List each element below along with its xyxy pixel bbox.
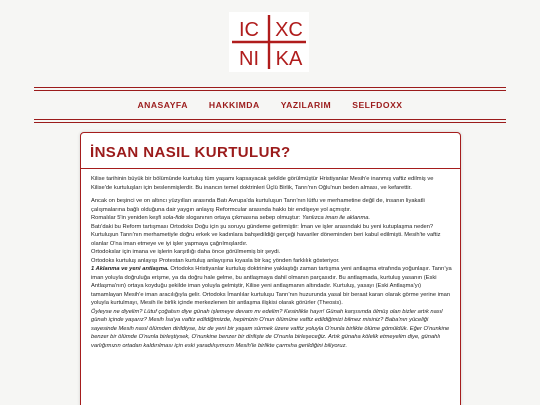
article-body <box>91 175 452 350</box>
logo-tr: XC <box>275 19 303 41</box>
scripture-quote: Öyleyse ne diyelim? Lütuf çoğalsın diye günah işlemeye devam mı edelim? Kesinlikle hayır! Günah karşısında ölmüş olan bizler artık nasıl günah içinde yaşarız? Mesih İsa'ya vaftiz edildiğimizde, hepimizin O'nun ölümüne vaftiz edildiğimizi bilmez misiniz? Baba'nın yüceliği sayesinde Mesih nasıl ölümden dirildiyse, biz de yeni bir yaşam sürmek üzere vaftiz yoluyla O'nunla birlikte ölüme gömüldük. Eğer O'nunkine benzer bir ölümde O'nunla birleştiysek, O'nunkine benzer bir dirilişte de O'nunla birleşeceğiz. Artık günaha kölelik etmeyelim diye, günahlı varlığımızın ortadan kaldırılması için eski yaradılışımızın Mesih'le birlikte çarmıha gerildiğini biliyoruz. <box>91 308 450 349</box>
nav-item-selfdoxx[interactable]: SELFDOXX <box>352 100 403 110</box>
logo-bl: NI <box>239 48 259 70</box>
paragraph-2: Romalılar 5'in yeniden keşfi sola-fide sloganının ortaya çıkmasına sebep olmuştur: Yanlızca iman ile aklanma. <box>91 215 371 221</box>
article-title: İNSAN NASIL KURTULUR? <box>90 144 291 161</box>
header-divider-top-inner <box>34 90 506 91</box>
paragraph-5: Ortodoks kurtuluş anlayışı Protestan kurtuluş anlayışına kıyasla bir kaç yönden farklılık gösteriyor. <box>91 257 340 264</box>
nav-divider-bottom-inner <box>34 122 506 123</box>
paragraph-3: Batı'daki bu Reform tartışması Ortodoks Doğu için şu soruyu gündeme getirmiştir: İman ve işler arasındaki bu yeni kutuplaşma neden? Kurtuluşun Tanrı'nın merhametiyle doğru erkek ve kadınlara bahşedildiği gerçeği havariler döneminden beri kabul edilmişti. Mesih'te vaftiz olanlar O'na iman etmeye ve iyi işler yapmaya çağrılmışlardır. <box>91 223 441 247</box>
section-1 <box>91 265 452 308</box>
site-logo[interactable] <box>229 12 309 72</box>
section-1-heading: 1 Aklanma ve yeni antlaşma. <box>91 266 169 272</box>
logo-tl: IC <box>239 19 259 41</box>
nav-item-hakkimda[interactable]: HAKKIMDA <box>208 100 260 110</box>
main-navigation <box>0 96 540 114</box>
paragraph-1: Ancak on beşinci ve on altıncı yüzyılları arasında Batı Avrupa'da kurtuluşun Tanrı'nın lütfu ve merhametine değil de, insanın liyakatli çalışmalarına bağlı olduğuna dair yaygın anlayış Reformcular arasında hakkı bir endişeye yol açmıştır. <box>91 198 425 213</box>
article-intro: Kilise tarihinin büyük bir bölümünde kurtuluş tüm yaşamı kapsayacak şekilde görülmüştür Hristiyanlar Mesih'e inanmış vaftiz edilmiş ve Kilise'de kurtuluşları için beslenmişlerdir. Bu inancın temel doktrinleri Üçlü Birlik, Tanrı'nın Oğlu'nun beden alması, ve kefarettir. <box>91 176 434 191</box>
nav-item-yazilarim[interactable]: YAZILARIM <box>280 100 332 110</box>
article-card <box>80 132 461 405</box>
logo-br: KA <box>275 48 303 70</box>
nav-item-anasayfa[interactable]: ANASAYFA <box>137 100 188 110</box>
title-divider <box>81 168 460 169</box>
nav-divider-bottom <box>34 119 506 120</box>
section-1-text: Ortodoks Hristiyanlar kurtuluş doktrinine yaklaştığı zaman tartışma yeni antlaşma etrafında yoğunlaşır. Tanrı'ya iman yoluyla doğruluğa erişme, ya da doğru hale gelme, bu antlaşmaya dahil olmanın parçasıdır. Bu antlaşmada, kurtuluş yasanın (Eski Antlaşma'nın) ortaya koyduğu şekilde iman yoluyla gelmiştir, Kilise yeni antlaşmanın altındadır. Kurtuluş, yasayı (Eski Antlaşma'yı) tamamlayan Mesih'e iman aracılığıyla gelir. Ortodoks İmanlılar kurtuluşu Tanrı'nın huzurunda yasal bir beraat kararı olarak görme yerine iman yoluyla kurtulmayı, Mesih ile birlik içinde merkezlenen bir antlaşma ilişkisi olarak görürler (Theosis). <box>91 266 452 306</box>
ic-xc-nika-icon <box>229 12 309 72</box>
header-divider-top <box>34 87 506 88</box>
paragraph-4: Ortodokslar için imana ve işlerin karşıtlığı daha önce görülmemiş bir şeydi. <box>91 249 281 255</box>
